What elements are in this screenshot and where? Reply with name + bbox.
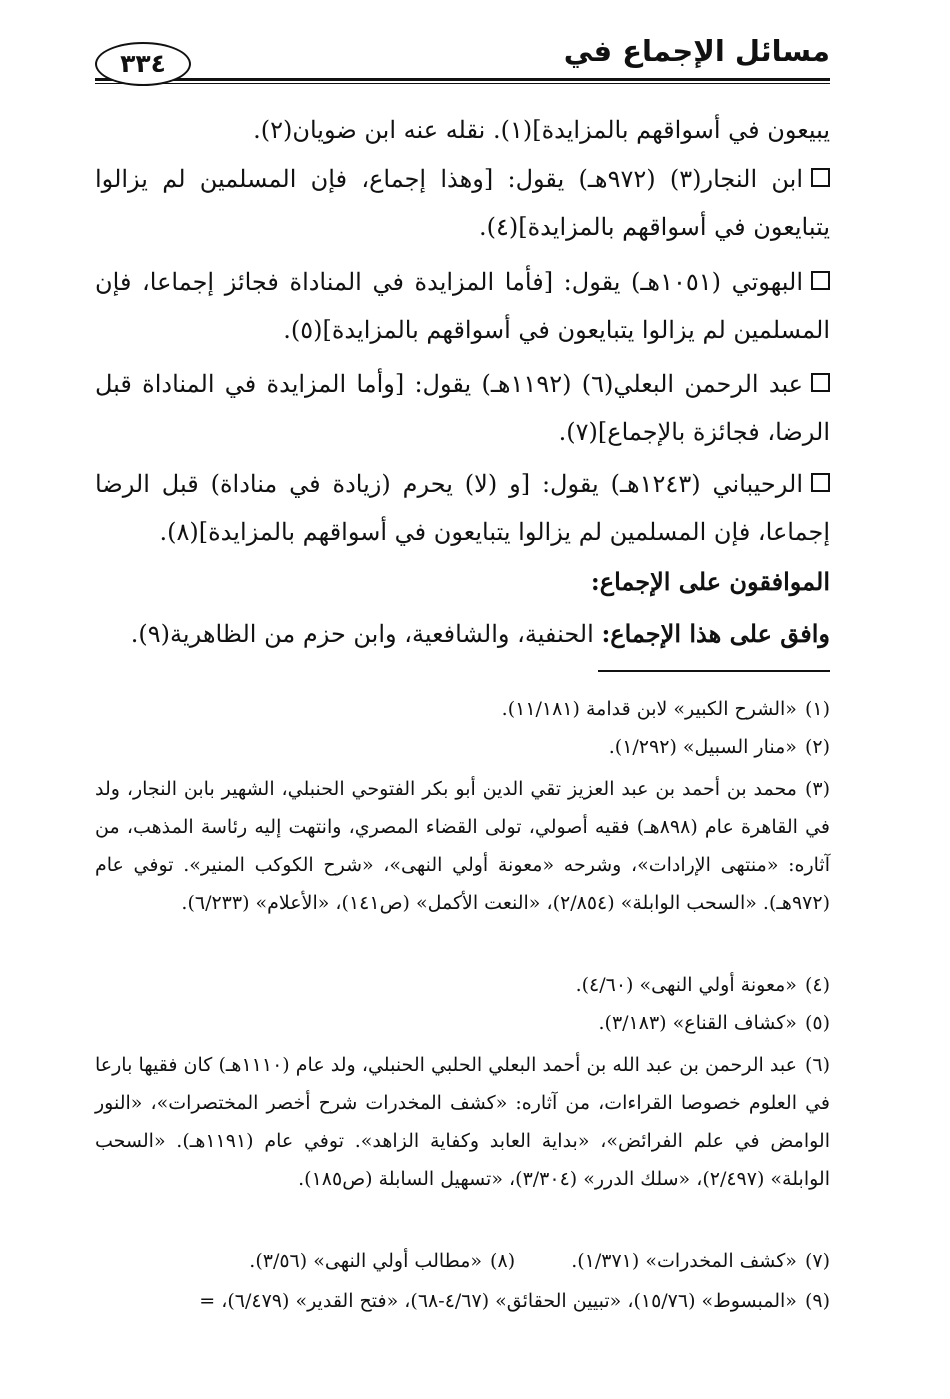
footnote-separator bbox=[598, 670, 830, 672]
footnote-6 bbox=[95, 1046, 830, 1198]
footnote-text: «الشرح الكبير» لابن قدامة (١١/١٨١). bbox=[501, 698, 797, 720]
footnote-7-8 bbox=[95, 1242, 830, 1280]
square-bullet-icon bbox=[811, 373, 830, 392]
footnote-3 bbox=[95, 770, 830, 922]
header-rule-thick bbox=[95, 78, 830, 81]
header-rule-thin bbox=[95, 83, 830, 84]
footnote-number: (٤) bbox=[804, 974, 830, 996]
footnote-text: «المبسوط» (١٥/٧٦)، «تبيين الحقائق» (٤/٦٧-٦٨)، «فتح القدير» (٦/٤٧٩)، = bbox=[199, 1290, 797, 1312]
paragraph-ibn-najjar bbox=[95, 155, 830, 251]
paragraph-text: البهوتي (١٠٥١هـ) يقول: [فأما المزايدة في المناداة فجائز إجماعا، فإن المسلمين لم يزالوا يتبايعون في أسواقهم بالمزايدة](٥). bbox=[95, 268, 830, 344]
paragraph-text: يبيعون في أسواقهم بالمزايدة](١). نقله عنه ابن ضويان(٢). bbox=[253, 116, 830, 144]
footnote-number: (٧) bbox=[804, 1250, 830, 1272]
footnote-1 bbox=[95, 690, 830, 728]
paragraph-text: الرحيباني (١٢٤٣هـ) يقول: [و (لا) يحرم (زيادة في مناداة) قبل الرضا إجماعا، فإن المسلمين لم يزالوا يتبايعون في أسواقهم بالمزايدة](٨). bbox=[95, 470, 830, 546]
footnote-text: «كشاف القناع» (٣/١٨٣). bbox=[598, 1012, 797, 1034]
footnote-number: (٦) bbox=[804, 1054, 830, 1076]
agreement-text: الحنفية، والشافعية، وابن حزم من الظاهرية(٩). bbox=[130, 620, 594, 648]
footnote-text: «مطالب أولي النهى» (٣/٥٦). bbox=[249, 1250, 483, 1272]
paragraph-baali bbox=[95, 360, 830, 456]
footnote-text: عبد الرحمن بن عبد الله بن أحمد البعلي الحلبي الحنبلي، ولد عام (١١١٠هـ) كان فقيها بارعا في العلوم خصوصا القراءات، من آثاره: «كشف المخدرات شرح أخصر المختصرات»، «النور الوامض في علم الفرائض»، «بداية العابد وكفاية الزاهد». توفي عام (١١٩١هـ). «السحب الوابلة» (٢/٤٩٧)، «سلك الدرر» (٣/٣٠٤)، «تسهيل السابلة (ص١٨٥). bbox=[95, 1054, 830, 1190]
square-bullet-icon bbox=[811, 271, 830, 290]
paragraph-buhuti bbox=[95, 258, 830, 354]
footnote-text: «كشف المخدرات» (١/٣٧١). bbox=[571, 1250, 797, 1272]
section-heading: الموافقون على الإجماع: bbox=[590, 567, 830, 596]
paragraph-agreement bbox=[95, 610, 830, 658]
page-number-badge: ٣٣٤ bbox=[95, 42, 191, 86]
paragraph-text: ابن النجار(٣) (٩٧٢هـ) يقول: [وهذا إجماع، فإن المسلمين لم يزالوا يتبايعون في أسواقهم بالمزايدة](٤). bbox=[95, 165, 830, 241]
footnote-2 bbox=[95, 728, 830, 766]
page-header bbox=[95, 28, 830, 90]
footnote-number: (٥) bbox=[804, 1012, 830, 1034]
paragraph-continuation bbox=[95, 106, 830, 154]
footnote-number: (١) bbox=[804, 698, 830, 720]
footnote-number: (٨) bbox=[490, 1250, 516, 1272]
footnote-number: (٢) bbox=[804, 736, 830, 758]
footnote-number: (٣) bbox=[804, 778, 830, 800]
footnote-9 bbox=[95, 1282, 830, 1320]
footnote-number: (٩) bbox=[804, 1290, 830, 1312]
agreement-lead: وافق على هذا الإجماع: bbox=[601, 619, 830, 648]
square-bullet-icon bbox=[811, 168, 830, 187]
running-title: مسائل الإجماع في bbox=[563, 34, 830, 68]
paragraph-ruhaybani bbox=[95, 460, 830, 556]
footnote-5 bbox=[95, 1004, 830, 1042]
paragraph-text: عبد الرحمن البعلي(٦) (١١٩٢هـ) يقول: [وأما المزايدة في المناداة قبل الرضا، فجائزة بالإجماع](٧). bbox=[95, 370, 830, 446]
footnote-text: «منار السبيل» (١/٢٩٢). bbox=[608, 736, 797, 758]
footnote-text: «معونة أولي النهى» (٤/٦٠). bbox=[575, 974, 797, 996]
footnote-text: محمد بن أحمد بن عبد العزيز تقي الدين أبو بكر الفتوحي الحنبلي، الشهير بابن النجار، ولد في القاهرة عام (٨٩٨هـ) فقيه أصولي، تولى القضاء المصري، وانتهت إليه رئاسة المذهب، من آثاره: «منتهى الإرادات»، وشرحه «معونة أولي النهى»، «شرح الكوكب المنير». توفي عام (٩٧٢هـ). «السحب الوابلة» (٢/٨٥٤)، «النعت الأكمل» (ص١٤١)، «الأعلام» (٦/٢٣٣). bbox=[95, 778, 830, 914]
square-bullet-icon bbox=[811, 473, 830, 492]
footnote-4 bbox=[95, 966, 830, 1004]
